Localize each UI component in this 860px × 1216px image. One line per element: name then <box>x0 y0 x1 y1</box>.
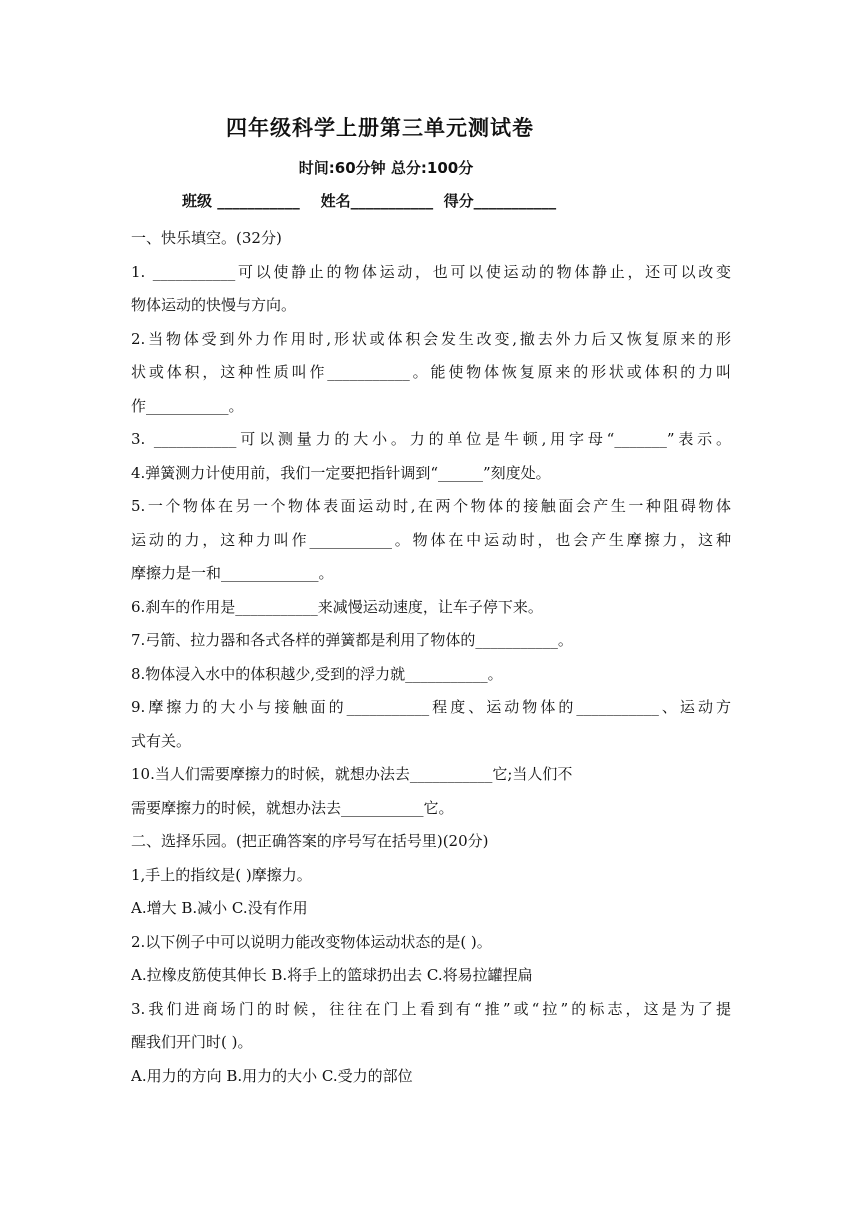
question-line: 5.一个物体在另一个物体表面运动时,在两个物体的接触面会产生一种阻碍物体 <box>131 497 731 515</box>
section-heading-fill-in: 一、快乐填空。(32分) <box>131 229 282 247</box>
question-line: 运动的力，这种力叫作___________。物体在中运动时，也会产生摩擦力，这种 <box>131 530 731 549</box>
question-line: 4.弹簧测力计使用前，我们一定要把指针调到“______”刻度处。 <box>131 463 551 482</box>
section-heading-choice: 二、选择乐园。(把正确答案的序号写在括号里)(20分) <box>131 832 489 850</box>
class-blank[interactable]: ___________ <box>212 192 300 210</box>
student-info-row <box>182 190 556 211</box>
question-line: 9.摩擦力的大小与接触面的___________程度、运动物体的___________、运动方 <box>131 698 731 716</box>
question-line: 3. ___________可以测量力的大小。力的单位是牛顿,用字母“_______”表示。 <box>131 430 731 448</box>
question-line: 摩擦力是一和_____________。 <box>131 564 334 582</box>
question-line: 需要摩擦力的时候，就想办法去___________它。 <box>131 798 454 817</box>
name-blank[interactable]: ___________ <box>350 192 434 210</box>
question-line: 2.当物体受到外力作用时,形状或体积会发生改变,撤去外力后又恢复原来的形 <box>131 329 731 348</box>
score-label: 得分 <box>433 192 474 210</box>
question-line: 式有关。 <box>131 731 192 750</box>
answer-options: A.增大 B.减小 C.没有作用 <box>131 899 308 917</box>
question-line: 2.以下例子中可以说明力能改变物体运动状态的是( )。 <box>131 932 492 951</box>
question-line: 6.刹车的作用是___________来减慢运动速度，让车子停下来。 <box>131 597 543 616</box>
score-blank[interactable]: ___________ <box>473 192 557 210</box>
page-title: 四年级科学上册第三单元测试卷 <box>226 116 534 140</box>
class-label: 班级 <box>182 192 213 210</box>
question-line: 1. ___________可以使静止的物体运动，也可以使运动的物体静止，还可以改变 <box>131 262 731 281</box>
question-line: 3.我们进商场门的时候，往往在门上看到有“推”或“拉”的标志，这是为了提 <box>131 999 731 1018</box>
question-line: 1,手上的指纹是( )摩擦力。 <box>131 865 312 884</box>
question-line: 醒我们开门时( )。 <box>131 1033 253 1051</box>
answer-options: A.用力的方向 B.用力的大小 C.受力的部位 <box>131 1066 413 1085</box>
answer-options: A.拉橡皮筋使其伸长 B.将手上的篮球扔出去 C.将易拉罐捏扁 <box>131 966 533 984</box>
name-label: 姓名 <box>299 192 351 210</box>
question-line: 状或体积，这种性质叫作___________。能使物体恢复原来的形状或体积的力叫 <box>131 363 731 381</box>
question-line: 物体运动的快慢与方向。 <box>131 296 297 314</box>
exam-time-and-score: 时间:60分钟 总分:100分 <box>298 159 474 177</box>
question-line: 7.弓箭、拉力器和各式各样的弹簧都是利用了物体的___________。 <box>131 631 573 649</box>
question-line: 10.当人们需要摩擦力的时候，就想办法去___________它;当人们不 <box>131 765 573 783</box>
question-line: 作___________。 <box>131 396 244 415</box>
question-body <box>131 222 731 1093</box>
question-line: 8.物体浸入水中的体积越少,受到的浮力就___________。 <box>131 664 503 683</box>
